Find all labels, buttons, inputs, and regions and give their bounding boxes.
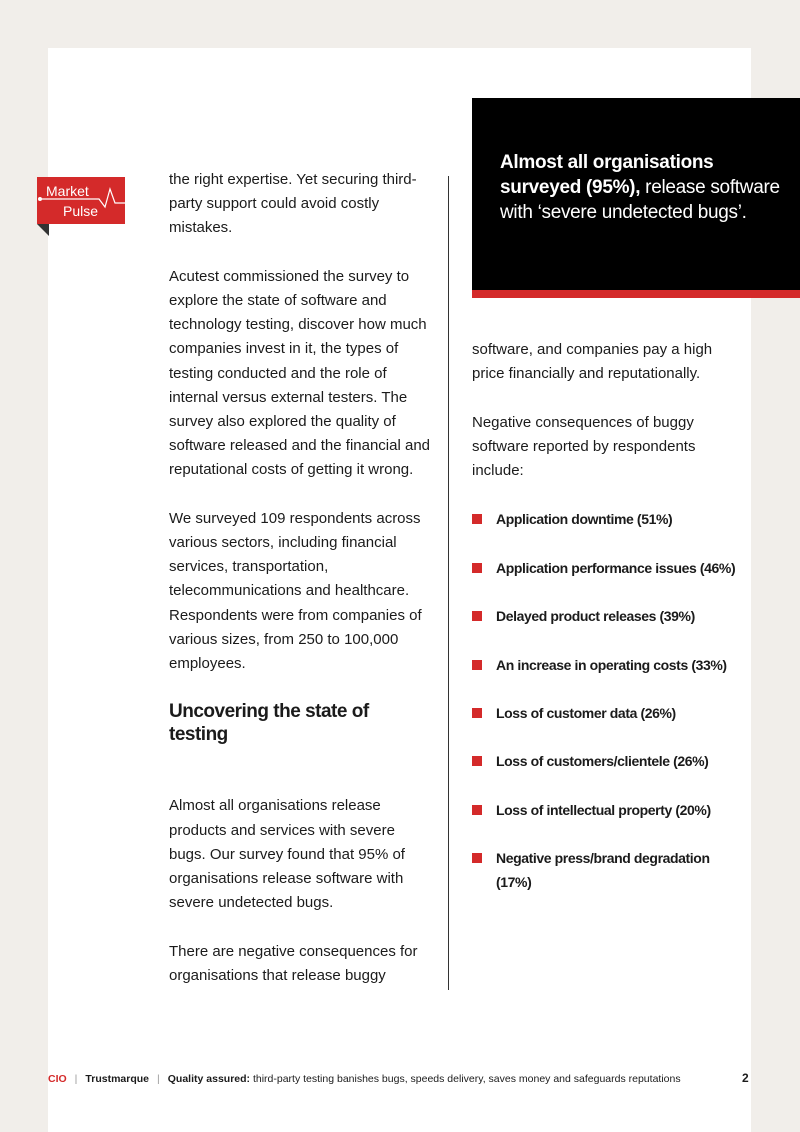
paragraph: We surveyed 109 respondents across various sectors, including financial services, transportation, telecommunications and healthcare. Respondents were from companies of various sizes, from 250 to 100,000 employees. — [169, 509, 422, 673]
bullet-square-icon — [472, 805, 482, 815]
list-item-text: Loss of customers/clientele (26%) — [496, 753, 709, 770]
list-item-text: Negative press/brand degradation (17%) — [496, 850, 710, 891]
list-item-text: Application performance issues (46%) — [496, 559, 736, 576]
left-column — [169, 168, 431, 1012]
list-item-text: Application downtime (51%) — [496, 511, 673, 528]
section-heading: Uncovering the state of testing — [169, 701, 369, 746]
footer-title-bold: Quality assured: — [167, 1073, 251, 1085]
list-item-text: Delayed product releases (39%) — [496, 608, 695, 625]
callout-rest: release software with ‘severe undetected bugs’. — [500, 177, 780, 223]
paragraph: Almost all organisations release products and services with severe bugs. Our survey found that 95% of organisations release software with severe undetected bugs. — [169, 797, 405, 912]
list-item-text: An increase in operating costs (33%) — [496, 656, 727, 673]
bullet-square-icon — [472, 611, 482, 621]
callout-bold: Almost all organisations surveyed (95%), — [500, 152, 714, 198]
paragraph: the right expertise. Yet securing third-party support could avoid costly mistakes. — [169, 171, 417, 237]
tag-line1: Market — [46, 183, 89, 199]
paragraph: Negative consequences of buggy software reported by respondents include: — [472, 413, 696, 479]
tag-line2: Pulse — [63, 203, 99, 219]
list-item — [472, 749, 742, 773]
page-number: 2 — [742, 1071, 749, 1085]
consequences-list — [472, 507, 742, 894]
footer-brand: Trustmarque — [85, 1073, 150, 1085]
list-item — [472, 846, 742, 894]
list-item — [472, 604, 742, 628]
bullet-square-icon — [472, 660, 482, 670]
bullet-square-icon — [472, 756, 482, 766]
list-item — [472, 556, 742, 580]
list-item-text: Loss of customer data (26%) — [496, 704, 676, 721]
bullet-square-icon — [472, 563, 482, 573]
list-item — [472, 507, 742, 531]
paragraph: There are negative consequences for organisations that release buggy — [169, 942, 418, 984]
market-pulse-tag — [37, 177, 125, 224]
footer-title-rest: third-party testing banishes bugs, speeds delivery, saves money and safeguards reputations — [250, 1073, 681, 1085]
bullet-square-icon — [472, 708, 482, 718]
footer — [48, 1072, 752, 1086]
right-column — [472, 338, 742, 919]
column-divider — [448, 176, 449, 990]
callout-text — [500, 150, 790, 225]
bullet-square-icon — [472, 514, 482, 524]
footer-separator: | — [157, 1073, 160, 1085]
footer-separator: | — [74, 1073, 78, 1085]
list-item — [472, 653, 742, 677]
paragraph: Acutest commissioned the survey to explore the state of software and technology testing, discover how much companies invest in it, the types of testing conducted and the role of internal versus external testers. The survey also explored the quality of software released and the financial and reputational costs of getting it wrong. — [169, 267, 431, 479]
list-item — [472, 798, 742, 822]
paragraph: software, and companies pay a high price financially and reputationally. — [472, 341, 713, 383]
bullet-square-icon — [472, 853, 482, 863]
tag-fold — [37, 224, 49, 236]
list-item-text: Loss of intellectual property (20%) — [496, 801, 711, 818]
callout-accent-bar — [472, 290, 800, 298]
footer-cio: CIO — [48, 1073, 67, 1085]
list-item — [472, 701, 742, 725]
callout-box — [472, 98, 800, 290]
